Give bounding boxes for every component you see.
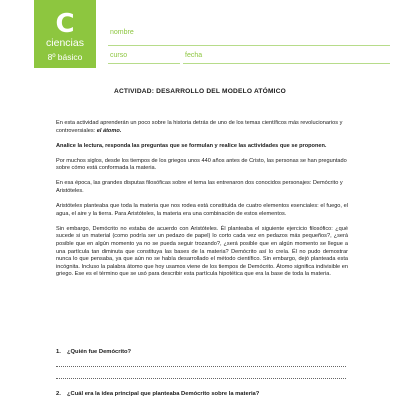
nombre-label: nombre bbox=[110, 29, 134, 36]
reading-content bbox=[56, 120, 348, 287]
intro-paragraph bbox=[56, 120, 348, 135]
badge-grade: 8º básico bbox=[47, 52, 83, 62]
reading-paragraph: Sin embargo, Demócrito no estaba de acuerdo con Aristóteles. Él planteaba el siguiente ejercicio filosófico: ¿qué sucede si un material (como podría ser un pedazo de papel) lo corto cada vez en pedazos más pequeños?, ¿será posible que en algún momento ya no se pueda seguir trozando?, ¿será posible que en algún momento se llegue a una partícula tan diminuta que constituya las bases de la materia? Demócrito así lo creía. Él no pudo demostrar nunca lo que pensaba, ya que aún no se había desarrollado el método científico. Sin embargo, dejó planteada esta incógnita. Incluso la palabra átomo que hoy usamos viene de los tiempos de Demócrito. Átomo significa indivisible en griego. Ese es el término que se usó para describir esta partícula hipotética que era la base de toda la materia. bbox=[56, 225, 348, 278]
reading-paragraph: Por muchos siglos, desde los tiempos de los griegos unos 440 años antes de Cristo, las personas se han preguntado sobre cómo está conformada la materia. bbox=[56, 157, 347, 172]
fecha-line[interactable] bbox=[183, 63, 390, 64]
badge-letter: C bbox=[55, 9, 75, 39]
question-text: ¿Cuál era la idea principal que planteaba Demócrito sobre la materia? bbox=[67, 391, 260, 397]
reading-paragraph: Aristóteles planteaba que toda la materia que nos rodea está constituida de cuatro elementos esenciales: el fuego, el agua, el aire y la tierra. Para Aristóteles, la materia era una combinación de estos elementos. bbox=[56, 203, 348, 217]
subject-badge bbox=[34, 0, 96, 68]
question-1 bbox=[56, 349, 131, 355]
fecha-label: fecha bbox=[185, 52, 203, 59]
question-number: 2. bbox=[56, 391, 61, 397]
instruction-paragraph: Analice la lectura, responda las preguntas que se formulan y realice las actividades que se proponen. bbox=[56, 142, 327, 149]
reading-paragraph: En esa época, las grandes disputas filosóficas sobre el tema las entrenaron dos conocidos personajes: Demócrito y Aristóteles. bbox=[56, 180, 343, 195]
intro-end: . bbox=[119, 127, 122, 134]
curso-label: curso bbox=[110, 52, 128, 59]
page-title: ACTIVIDAD: DESARROLLO DEL MODELO ATÓMICO bbox=[114, 88, 286, 95]
intro-text: En esta actividad aprenderán un poco sobre la historia detrás de uno de los temas científicos más revolucionarios y controversiales: bbox=[56, 120, 343, 134]
nombre-line[interactable] bbox=[108, 45, 390, 46]
question-text: ¿Quién fue Demócrito? bbox=[67, 349, 132, 355]
intro-emphasis: el átomo bbox=[96, 127, 120, 134]
badge-subject: ciencias bbox=[46, 37, 84, 49]
question-2 bbox=[56, 391, 259, 397]
curso-line[interactable] bbox=[108, 63, 180, 64]
question-number: 1. bbox=[56, 349, 61, 355]
answer-line[interactable] bbox=[56, 378, 346, 379]
answer-line[interactable] bbox=[56, 366, 346, 367]
